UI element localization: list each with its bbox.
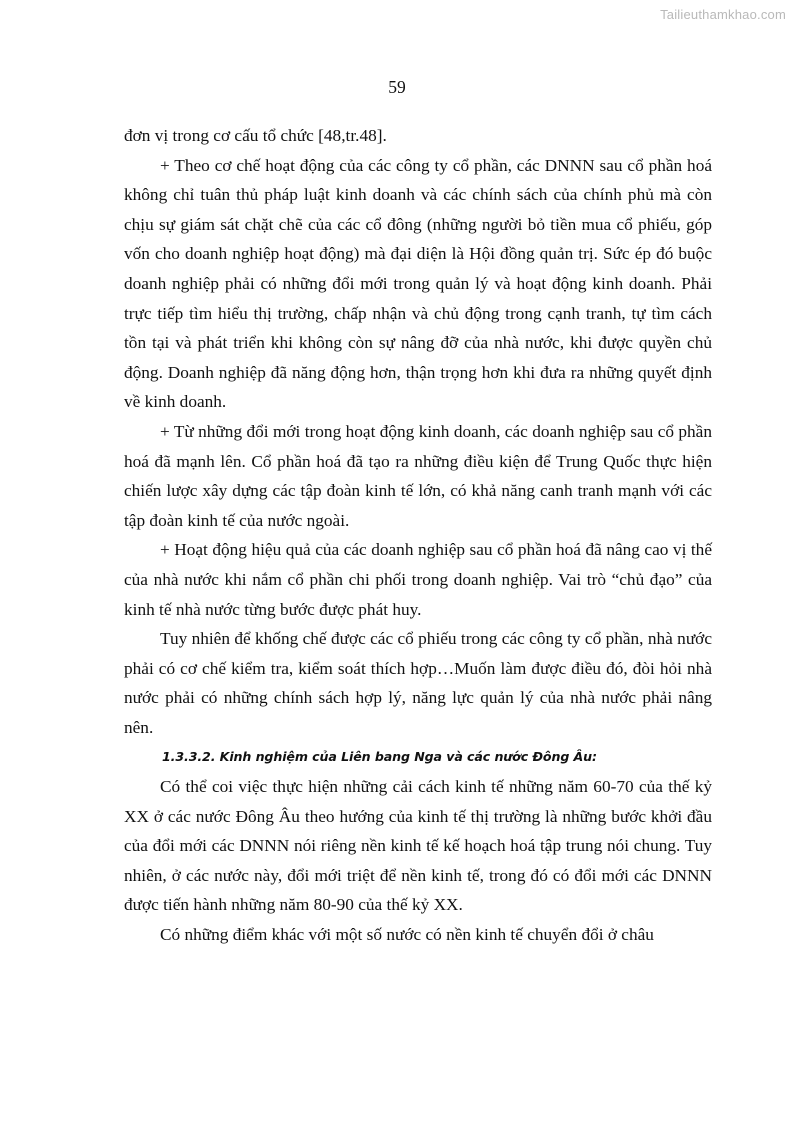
page-number: 59: [388, 77, 406, 97]
section-heading: 1.3.3.2. Kinh nghiệm của Liên bang Nga và các nước Đông Âu:: [162, 749, 597, 765]
paragraph-differences: Có những điểm khác với một số nước có nền kinh tế chuyển đổi ở châu: [160, 925, 654, 945]
document-body: [124, 121, 712, 950]
paragraph-shareholder-supervision: + Theo cơ chế hoạt động của các công ty cổ phần, các DNNN sau cổ phần hoá không chỉ tuân thủ pháp luật kinh doanh và các chính sách của chính phủ mà còn chịu sự giám sát chặt chẽ của các cổ đông (những người bỏ tiền mua cổ phiếu, góp vốn cho doanh nghiệp hoạt động) mà đại diện là Hội đồng quản trị. Sức ép đó buộc doanh nghiệp phải có những đổi mới trong quản lý và hoạt động kinh doanh. Phải trực tiếp tìm hiểu thị trường, chấp nhận và chủ động trong cạnh tranh, tự tìm cách tồn tại và phát triển khi không còn sự nâng đỡ của nhà nước, khi được quyền chủ động. Doanh nghiệp đã năng động hơn, thận trọng hơn khi đưa ra những quyết định về kinh doanh.: [124, 155, 712, 412]
watermark: Tailieuthamkhao.com: [660, 7, 786, 22]
paragraph-control-mechanism: Tuy nhiên để khống chế được các cổ phiếu trong các công ty cổ phần, nhà nước phải có cơ chế kiểm tra, kiểm soát thích hợp…Muốn làm được điều đó, đòi hỏi nhà nước phải có những chính sách hợp lý, năng lực quản lý của nhà nước phải nâng nên.: [124, 629, 712, 737]
paragraph-state-position: + Hoạt động hiệu quả của các doanh nghiệp sau cổ phần hoá đã nâng cao vị thế của nhà nước khi nắm cổ phần chi phối trong doanh nghiệp. Vai trò “chủ đạo” của kinh tế nhà nước từng bước được phát huy.: [124, 540, 712, 619]
paragraph-eastern-europe-reforms: Có thể coi việc thực hiện những cải cách kinh tế những năm 60-70 của thế kỷ XX ở các nước Đông Âu theo hướng của kinh tế thị trường là những bước khởi đầu của đổi mới các DNNN nói riêng nền kinh tế kế hoạch hoá tập trung nói chung. Tuy nhiên, ở các nước này, đổi mới triệt để nền kinh tế, trong đó có đổi mới các DNNN được tiến hành những năm 80-90 của thế kỷ XX.: [124, 777, 712, 915]
paragraph-stronger-enterprises: + Từ những đổi mới trong hoạt động kinh doanh, các doanh nghiệp sau cổ phần hoá đã mạnh lên. Cổ phần hoá đã tạo ra những điều kiện để Trung Quốc thực hiện chiến lược xây dựng các tập đoàn kinh tế lớn, có khả năng canh tranh mạnh với các tập đoàn kinh tế của nước ngoài.: [124, 421, 712, 530]
paragraph-continuation: đơn vị trong cơ cấu tổ chức [48,tr.48].: [124, 126, 387, 145]
